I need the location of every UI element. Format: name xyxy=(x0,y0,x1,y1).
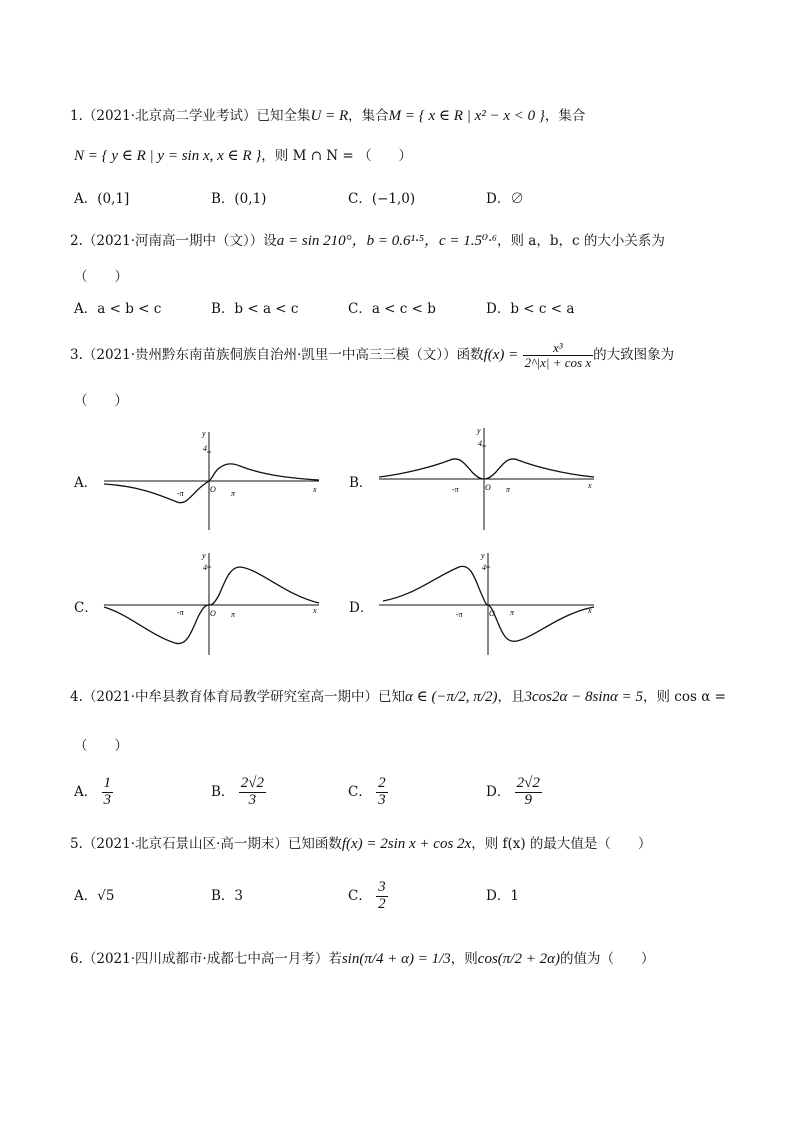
neg-pi-label: -π xyxy=(456,610,463,619)
x-axis-label: x xyxy=(313,606,317,615)
y-axis-label: y xyxy=(202,429,206,438)
q3-numerator: x³ xyxy=(523,341,594,356)
numerator: 1 xyxy=(103,775,112,792)
q5-option-c-label: C． xyxy=(348,888,372,904)
q5-option-b[interactable]: B．3 xyxy=(211,888,244,904)
q2-paren: （ ） xyxy=(74,269,128,285)
neg-pi-label: -π xyxy=(177,608,184,617)
q3-option-c-label[interactable]: C． xyxy=(74,600,98,616)
q4-option-a[interactable] xyxy=(74,772,113,812)
curve-b xyxy=(379,459,594,479)
q2-expr: a = sin 210°，b = 0.6¹·⁵，c = 1.5⁰·⁶ xyxy=(276,233,497,249)
q1-question: ，则 M ∩ N = （ ） xyxy=(261,148,413,164)
y-tick-label: 4 xyxy=(478,439,482,448)
q2-option-d[interactable]: D．b < c < a xyxy=(486,301,575,317)
y-tick-label: 4 xyxy=(482,563,486,572)
q2-suffix: ，则 a，b，c 的大小关系为 xyxy=(497,233,665,249)
origin-label: O xyxy=(210,609,216,618)
denominator: 9 xyxy=(524,792,532,808)
q5-option-c[interactable] xyxy=(348,876,388,916)
numerator: 2 xyxy=(378,775,386,792)
q4-alpha-range: α ∈ (−π/2, π/2) xyxy=(405,689,498,705)
q4-option-d[interactable] xyxy=(486,772,542,812)
q3-suffix: 的大致图象为 xyxy=(593,347,675,363)
q4-option-c[interactable] xyxy=(348,772,388,812)
pi-label: π xyxy=(231,489,236,498)
q4-option-a-fraction xyxy=(102,776,114,809)
q6-expr2: cos(π/2 + 2α) xyxy=(477,951,560,967)
q2-option-c[interactable]: C．a < c < b xyxy=(348,301,436,317)
q6-line1 xyxy=(70,950,654,968)
graph-b[interactable] xyxy=(375,424,600,534)
x-axis-label: x xyxy=(588,481,592,490)
graph-a[interactable] xyxy=(100,424,325,534)
x-axis-label: x xyxy=(588,606,592,615)
q1-option-c[interactable]: C．(−1,0) xyxy=(348,191,416,207)
y-tick-label: 4 xyxy=(203,444,207,453)
pi-label: π xyxy=(506,485,511,494)
y-axis-label: y xyxy=(477,426,481,435)
q5-suffix: ，则 f(x) 的最大值是（ ） xyxy=(471,836,652,852)
q4-line1 xyxy=(70,688,726,706)
q6-expr1: sin(π/4 + α) = 1/3 xyxy=(341,951,451,967)
q6-suffix: 的值为（ ） xyxy=(559,951,655,967)
q5-option-d[interactable]: D．1 xyxy=(486,888,519,904)
q5-option-a[interactable]: A．√5 xyxy=(74,888,115,904)
q1-mid: ，集合 xyxy=(348,108,389,124)
q1-universal-set: U = R xyxy=(310,108,349,124)
pi-label: π xyxy=(231,610,236,619)
q3-paren: （ ） xyxy=(74,393,128,409)
q4-condition: 3cos2α − 8sinα = 5 xyxy=(524,689,643,705)
graph-d[interactable] xyxy=(375,549,600,659)
origin-label: O xyxy=(210,485,216,494)
q4-option-d-fraction xyxy=(515,776,542,809)
q3-fx: f(x) = xyxy=(483,347,519,363)
q3-option-a-label[interactable]: A． xyxy=(74,475,98,491)
q1-option-a[interactable]: A．(0,1] xyxy=(74,191,130,207)
origin-label: O xyxy=(485,483,491,492)
neg-pi-label: -π xyxy=(177,489,184,498)
q1-prefix: 1.（2021·北京高二学业考试）已知全集 xyxy=(70,108,311,124)
y-axis-label: y xyxy=(202,551,206,560)
q4-mid: ，且 xyxy=(497,689,525,705)
graph-c[interactable] xyxy=(100,549,325,659)
y-tick-label: 4 xyxy=(203,563,207,572)
q3-option-b-label[interactable]: B． xyxy=(349,475,373,491)
q4-option-b-fraction xyxy=(239,776,266,809)
q2-line1 xyxy=(70,232,665,250)
q3-option-d-label[interactable]: D． xyxy=(349,600,374,616)
denominator: 2 xyxy=(378,896,386,912)
q5-expr: f(x) = 2sin x + cos 2x xyxy=(341,836,472,852)
q1-line2 xyxy=(74,147,412,165)
pi-label: π xyxy=(510,608,515,617)
q1-set-N: N = { y ∈ R | y = sin x, x ∈ R } xyxy=(74,148,262,164)
q1-line1 xyxy=(70,107,585,125)
q5-line1 xyxy=(70,835,651,853)
q1-option-d[interactable]: D．∅ xyxy=(486,191,524,207)
q4-option-b[interactable] xyxy=(211,772,266,812)
neg-pi-label: -π xyxy=(452,485,459,494)
denominator: 3 xyxy=(103,792,112,808)
q3-prefix: 3.（2021·贵州黔东南苗族侗族自治州·凯里一中高三三模（文））函数 xyxy=(70,347,484,363)
q1-option-b[interactable]: B．(0,1) xyxy=(211,191,267,207)
q3-fraction xyxy=(523,341,594,369)
q2-option-b[interactable]: B．b < a < c xyxy=(211,301,299,317)
q1-set-M: M = { x ∈ R | x² − x < 0 } xyxy=(388,108,545,124)
q6-prefix: 6.（2021·四川成都市·成都七中高一月考）若 xyxy=(70,951,342,967)
q1-suffix: ，集合 xyxy=(544,108,586,124)
denominator: 3 xyxy=(378,792,386,808)
q4-option-c-label: C． xyxy=(348,784,372,800)
curve-a xyxy=(104,464,319,503)
q2-option-a[interactable]: A．a < b < c xyxy=(74,301,162,317)
q4-option-d-label: D． xyxy=(486,784,511,800)
numerator: 2√2 xyxy=(240,775,264,792)
origin-label: O xyxy=(489,609,495,618)
y-axis-label: y xyxy=(481,551,485,560)
denominator: 3 xyxy=(248,792,257,808)
q6-mid: ，则 xyxy=(450,951,478,967)
q5-prefix: 5.（2021·北京石景山区·高一期末）已知函数 xyxy=(70,836,342,852)
q4-option-c-fraction xyxy=(376,776,388,809)
numerator: 3 xyxy=(378,879,386,896)
q4-option-b-label: B． xyxy=(211,784,235,800)
q2-prefix: 2.（2021·河南高一期中（文））设 xyxy=(70,233,277,249)
q5-option-c-fraction xyxy=(376,880,388,913)
x-axis-label: x xyxy=(313,485,317,494)
q4-prefix: 4.（2021·中牟县教育体育局教学研究室高一期中）已知 xyxy=(70,689,406,705)
q3-denominator: 2^|x| + cos x xyxy=(524,355,592,370)
numerator: 2√2 xyxy=(516,775,540,792)
q4-option-a-label: A． xyxy=(74,784,98,800)
q3-line1 xyxy=(70,337,674,373)
q4-paren: （ ） xyxy=(74,738,128,754)
q4-suffix: ，则 cos α = xyxy=(643,689,726,705)
